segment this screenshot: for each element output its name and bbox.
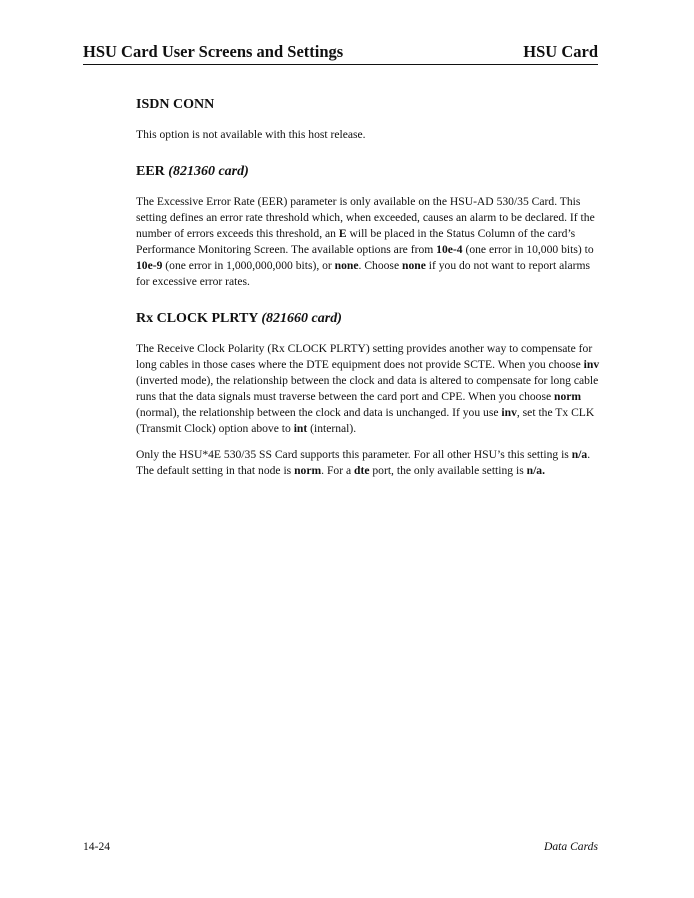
section-heading [136,310,602,328]
text-run: port, the only available setting is [369,464,527,477]
text-run: The Excessive Error Rate (EER) parameter is only available on the HSU-AD 530/35 Card. This setting defines an error rate threshold which, when exceeded, causes an alarm to be declared. If the number of errors exceeds this threshold, an [136,195,595,240]
heading-note: (821660 card) [261,311,342,326]
text-run: , set the Tx CLK (Transmit Clock) option above to [136,406,595,435]
text-run: (one error in 10,000 bits) to [462,243,594,256]
paragraph [136,194,602,290]
paragraph: This option is not available with this host release. [136,128,366,141]
bold-term: dte [354,464,370,477]
text-run: Only the HSU*4E 530/35 SS Card supports this parameter. For all other HSU’s this setting is [136,448,572,461]
page-number: 14-24 [83,840,111,853]
bold-term: n/a. [526,464,545,477]
section-rx-clock-plrty [136,310,602,479]
section-isdn-conn [136,96,602,143]
bold-term: inv [583,358,600,371]
text-run: will be placed in the Status Column of the card’s Performance Monitoring Screen. The available options are from [136,227,576,256]
text-run: if you do not want to report alarms for excessive error rates. [136,259,591,288]
header-chapter: HSU Card [523,42,598,61]
text-run: . Choose [358,259,402,272]
page-footer [83,840,598,853]
heading-text: EER [136,164,165,179]
text-run: . For a [321,464,355,477]
page-content [136,96,602,499]
heading-text: ISDN CONN [136,97,215,112]
bold-term: 10e-9 [136,259,163,272]
bold-term: 10e-4 [436,243,463,256]
text-run: (inverted mode), the relationship between the clock and data is altered to compensate for long cable runs that the data signals must traverse between the card port and CPE. When you choose [136,374,599,403]
bold-term: E [338,227,347,240]
footer-section-name: Data Cards [543,840,598,853]
bold-term: n/a [571,448,588,461]
bold-term: norm [554,390,582,403]
text-run: (normal), the relationship between the clock and data is unchanged. If you use [136,406,502,419]
page-header [83,40,598,65]
bold-term: none [402,259,426,272]
heading-text: Rx CLOCK PLRTY [136,311,258,326]
text-run: (internal). [307,422,357,435]
text-run: (one error in 1,000,000,000 bits), or [162,259,335,272]
paragraph [136,447,602,479]
heading-note: (821360 card) [168,164,249,179]
bold-term: inv [501,406,517,419]
text-run: . The default setting in that node is [136,448,591,477]
bold-term: norm [294,464,322,477]
paragraph [136,341,602,437]
header-title: HSU Card User Screens and Settings [83,42,344,61]
bold-term: int [293,422,308,435]
section-heading [136,96,602,114]
section-heading [136,163,602,181]
bold-term: none [334,259,359,272]
text-run: The Receive Clock Polarity (Rx CLOCK PLRTY) setting provides another way to compensate for long cables in those cases where the DTE equipment does not provide SCTE. When you choose [136,342,593,371]
section-eer [136,163,602,290]
